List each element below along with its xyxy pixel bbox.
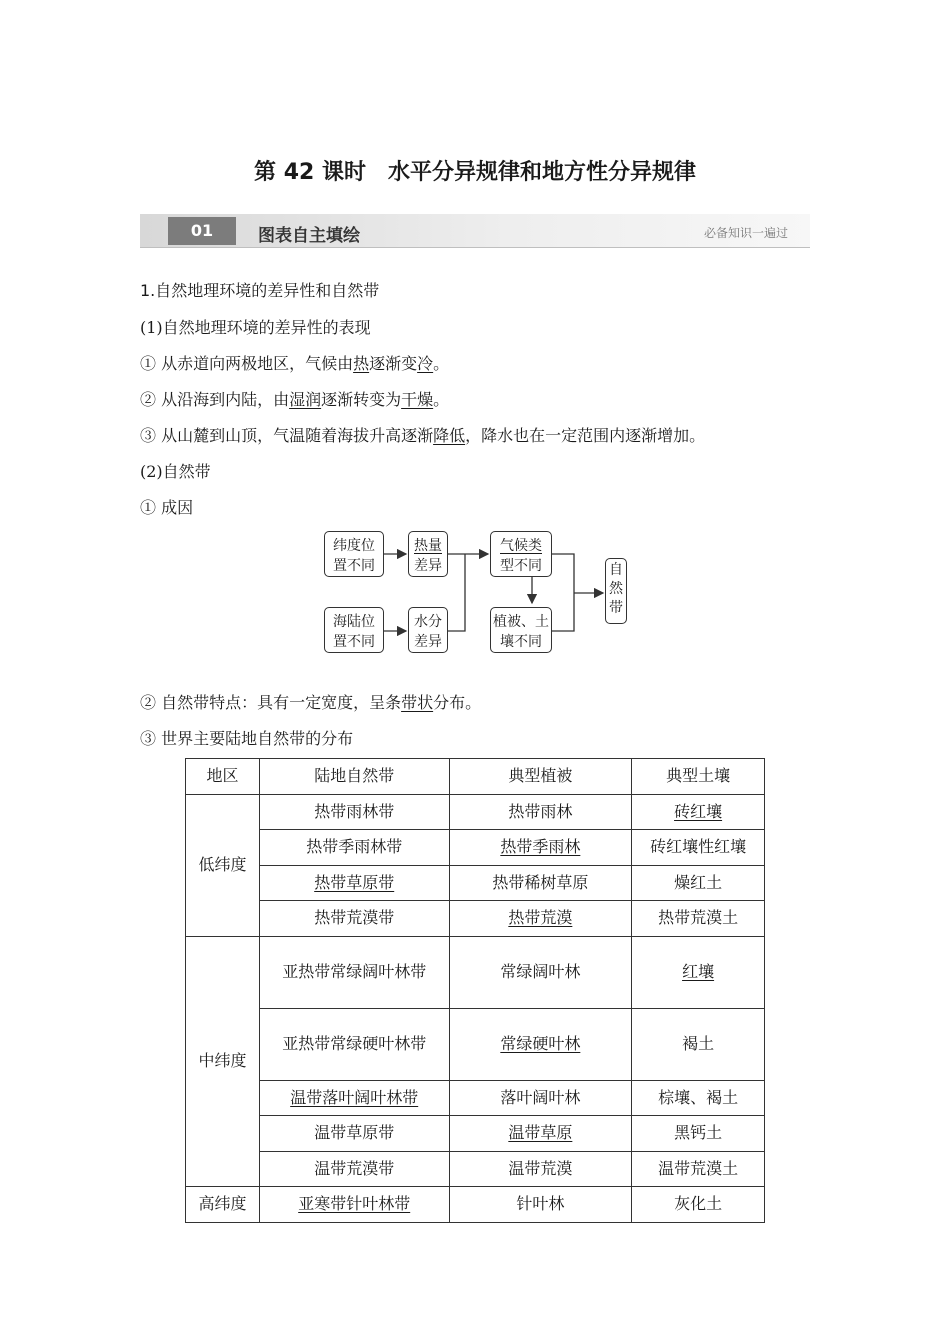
table-cell: [449, 1116, 632, 1152]
answer-blank: 砖红壤: [674, 801, 723, 821]
box-text: 海陆位: [333, 614, 375, 630]
subsection-heading-2: (2)自然带: [140, 462, 211, 481]
text: ③ 从山麓到山顶，气温随着海拔升高逐渐: [140, 426, 434, 445]
text: 逐渐转变为: [321, 390, 402, 409]
box-text: [491, 536, 551, 556]
answer-blank: 带状: [401, 693, 434, 712]
table-cell: 热带荒漠带: [259, 901, 449, 937]
table-cell: 常绿阔叶林: [449, 936, 632, 1008]
table-header: 地区: [186, 759, 260, 795]
table-cell: 温带荒漠: [449, 1151, 632, 1187]
table-header: 典型植被: [449, 759, 632, 795]
table-cell: 热带荒漠土: [632, 901, 765, 937]
section-heading: 1.自然地理环境的差异性和自然带: [140, 281, 380, 300]
table-cell: 棕壤、褐土: [632, 1080, 765, 1116]
answer-blank: 温带草原: [508, 1123, 573, 1143]
page-title: 第 42 课时 水平分异规律和地方性分异规律: [254, 160, 696, 185]
box-text: 然: [609, 581, 623, 597]
table-cell: [449, 830, 632, 866]
banner-subtitle: 必备知识一遍过: [703, 226, 788, 240]
table-cell: 针叶林: [449, 1187, 632, 1223]
region-cell: 中纬度: [186, 936, 260, 1187]
table-cell: 落叶阔叶林: [449, 1080, 632, 1116]
answer-blank: 热带草原带: [314, 872, 395, 892]
table-row: [186, 1008, 765, 1080]
table-header: 典型土壤: [632, 759, 765, 795]
box-text: 差异: [414, 634, 442, 650]
answer-blank: 常绿硬叶林: [500, 1034, 581, 1053]
table-row: [186, 1080, 765, 1116]
text: ① 从赤道向两极地区，气候由: [140, 354, 354, 373]
table-cell: [632, 794, 765, 830]
table-cell: 褐土: [632, 1008, 765, 1080]
flow-box-land-sea: [324, 607, 384, 653]
text: 分布。: [433, 693, 482, 712]
answer-blank: 热: [353, 354, 370, 373]
box-text: 置不同: [333, 558, 375, 574]
box-text: [409, 536, 447, 556]
table-cell: [632, 936, 765, 1008]
text-line-4: [140, 690, 481, 713]
table-row: [186, 865, 765, 901]
table-cell: 温带荒漠土: [632, 1151, 765, 1187]
answer-blank: 气候类: [500, 538, 542, 554]
table-cell: 燥红土: [632, 865, 765, 901]
table-header: 陆地自然带: [259, 759, 449, 795]
answer-blank: 干燥: [401, 390, 434, 409]
box-text: 水分: [414, 614, 442, 630]
box-text: 带: [609, 600, 623, 616]
table-cell: 热带雨林: [449, 794, 632, 830]
answer-blank: 热带季雨林: [500, 837, 581, 857]
table-cell: [259, 1187, 449, 1223]
table-cell: 温带荒漠带: [259, 1151, 449, 1187]
section-banner: [140, 214, 810, 248]
text: 。: [433, 354, 450, 373]
text-line-2: [140, 387, 449, 410]
text: 逐渐变: [369, 354, 418, 373]
answer-blank: 湿润: [289, 390, 322, 409]
box-text: 植被、土: [493, 614, 549, 630]
table-cell: 热带季雨林带: [259, 830, 449, 866]
table-cell: 温带草原带: [259, 1116, 449, 1152]
banner-number: 01: [168, 217, 236, 245]
text: ，降水也在一定范围内逐渐增加。: [465, 426, 706, 445]
text: ② 自然带特点：具有一定宽度，呈条: [140, 693, 402, 712]
answer-blank: 热量: [414, 538, 442, 554]
answer-blank: 红壤: [682, 962, 715, 981]
region-cell: 低纬度: [186, 794, 260, 936]
table-row: [186, 1151, 765, 1187]
flow-box-latitude: [324, 531, 384, 577]
text-line-1: [140, 351, 449, 374]
box-text: 自: [609, 562, 623, 578]
text-line-3: [140, 423, 705, 446]
table-row: [186, 830, 765, 866]
table-cell: 黑钙土: [632, 1116, 765, 1152]
subsection-heading: (1)自然地理环境的差异性的表现: [140, 318, 371, 337]
text: 。: [433, 390, 450, 409]
table-cell: [449, 1008, 632, 1080]
table-cell: 亚热带常绿硬叶林带: [259, 1008, 449, 1080]
answer-blank: 亚寒带针叶林带: [298, 1194, 411, 1214]
table-row: [186, 794, 765, 830]
table-cell: [449, 901, 632, 937]
banner-label: 图表自主填绘: [258, 226, 360, 246]
flow-box-vegetation-soil: [490, 607, 552, 653]
box-text: 差异: [414, 558, 442, 574]
box-text: 型不同: [500, 558, 542, 574]
box-text: 纬度位: [333, 538, 375, 554]
flow-box-heat: [408, 531, 448, 577]
table-cell: 热带稀树草原: [449, 865, 632, 901]
answer-blank: 降低: [433, 426, 466, 445]
table-row: [186, 1116, 765, 1152]
cause-label: ① 成因: [140, 498, 194, 517]
table-cell: 热带雨林带: [259, 794, 449, 830]
table-row: [186, 1187, 765, 1223]
box-text: 置不同: [333, 634, 375, 650]
region-cell: 高纬度: [186, 1187, 260, 1223]
table-cell: 亚热带常绿阔叶林带: [259, 936, 449, 1008]
answer-blank: 热带荒漠: [508, 908, 573, 928]
table-row: [186, 936, 765, 1008]
cause-flow-diagram: [320, 527, 640, 657]
flow-box-climate: [490, 531, 552, 577]
flow-box-natural-zone: [605, 558, 627, 624]
table-cell: 灰化土: [632, 1187, 765, 1223]
table-row: [186, 901, 765, 937]
table-cell: 砖红壤性红壤: [632, 830, 765, 866]
answer-blank: 温带落叶阔叶林带: [290, 1087, 419, 1107]
answer-blank: 冷: [417, 354, 434, 373]
table-cell: [259, 1080, 449, 1116]
box-text: 壤不同: [500, 634, 542, 650]
table-header-row: [186, 759, 765, 795]
table-cell: [259, 865, 449, 901]
text: ② 从沿海到内陆，由: [140, 390, 290, 409]
natural-zone-table: [185, 758, 765, 1223]
flow-box-moisture: [408, 607, 448, 653]
text-line-5: ③ 世界主要陆地自然带的分布: [140, 729, 354, 748]
